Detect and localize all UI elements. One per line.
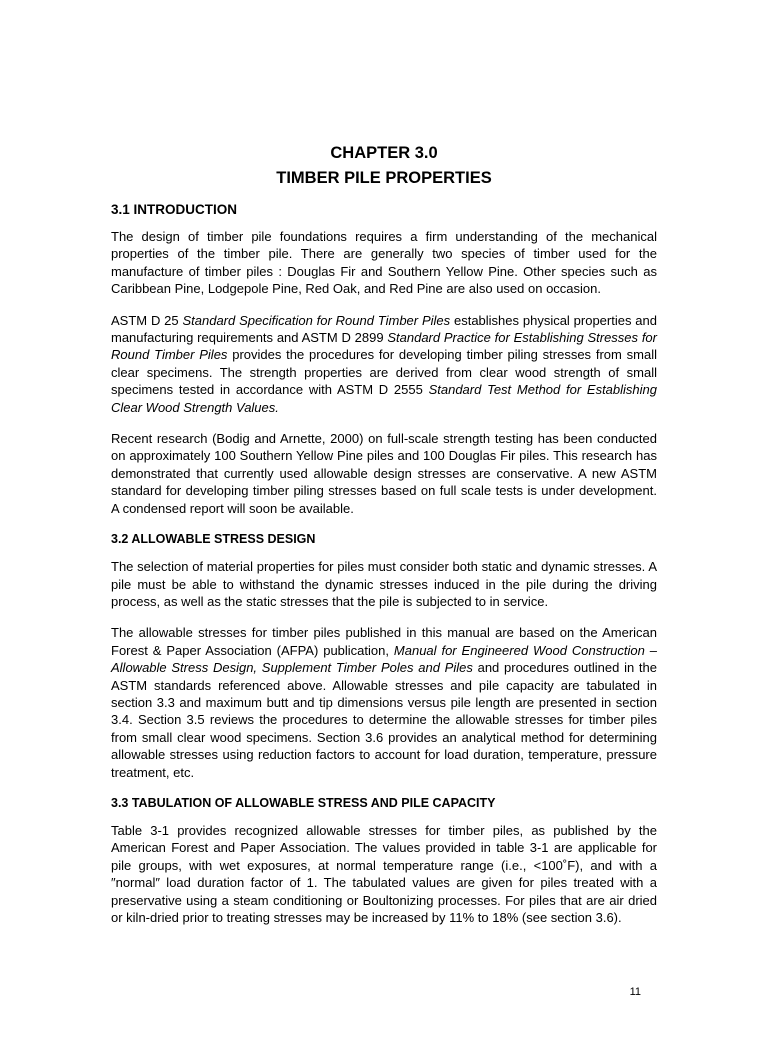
italic-text: Standard Practice for Establishing Stresses for Round Timber Piles (111, 330, 657, 363)
italic-text: Standard Specification for Round Timber Piles (182, 312, 451, 328)
paragraph: Recent research (Bodig and Arnette, 2000) on full-scale strength testing has been conducted on approximately 100 Southern Yellow Pine piles and 100 Douglas Fir piles. This research has demonstrated that currently used allowable design stresses are conservative. A new ASTM standard for developing timber piling stresses based on full scale tests is under development. A condensed report will soon be available. (111, 431, 657, 516)
page-number: 11 (629, 986, 641, 999)
italic-text: Standard Test Method for Establishing Clear Wood Strength Values. (111, 382, 657, 415)
chapter-number: CHAPTER 3.0 (330, 144, 438, 162)
section-heading-3-2: 3.2 ALLOWABLE STRESS DESIGN (111, 532, 316, 547)
italic-text: Manual for Engineered Wood Construction – Allowable Stress Design, Supplement Timber Poles and Piles (111, 642, 657, 676)
paragraph (111, 312, 657, 416)
section-heading-3-3: 3.3 TABULATION OF ALLOWABLE STRESS AND PILE CAPACITY (111, 795, 496, 810)
text: ASTM D 25 (111, 312, 183, 328)
text: and procedures outlined in the ASTM standards referenced above. Allowable stresses and pile capacity are tabulated in section 3.3 and maximum butt and tip dimensions versus pile length are presented in section 3.4. Section 3.5 reviews the procedures to determine the allowable stresses for timber piles from small clear wood specimens. Section 3.6 provides an analytical method for determining allowable stresses using reduction factors to account for load duration, temperature, pressure treatment, etc. (111, 660, 657, 780)
paragraph: The selection of material properties for piles must consider both static and dynamic stresses. A pile must be able to withstand the dynamic stresses induced in the pile during the driving process, as well as the static stresses that the pile is subjected to in service. (111, 559, 657, 609)
paragraph: The design of timber pile foundations requires a firm understanding of the mechanical properties of the timber pile. There are generally two species of timber used for the manufacture of timber piles : Douglas Fir and Southern Yellow Pine. Other species such as Caribbean Pine, Lodgepole Pine, Red Oak, and Red Pine are also used on occasion. (111, 229, 657, 297)
section-heading-3-1: 3.1 INTRODUCTION (111, 202, 238, 217)
text: establishes physical properties and manufacturing requirements and ASTM D 2899 (111, 312, 657, 346)
paragraph: Table 3-1 provides recognized allowable stresses for timber piles, as published by the American Forest and Paper Association. The values provided in table 3-1 are applicable for pile groups, with wet exposures, at normal temperature range (i.e., <100˚F), and with a ″normal″ load duration factor of 1. The tabulated values are given for piles treated with a preservative using a steam conditioning or Boultonizing processes. For piles that are air dried or kiln-dried prior to treating stresses may be increased by 11% to 18% (see section 3.6). (111, 822, 657, 925)
text: provides the procedures for developing timber piling stresses from small clear specimens. The strength properties are derived from clear wood strength of small specimens tested in accordance with ASTM D 2555 (111, 347, 657, 398)
paragraph (111, 624, 657, 781)
text: The allowable stresses for timber piles published in this manual are based on the American Forest & Paper Association (AFPA) publication, (111, 625, 657, 658)
chapter-title: TIMBER PILE PROPERTIES (276, 169, 492, 187)
